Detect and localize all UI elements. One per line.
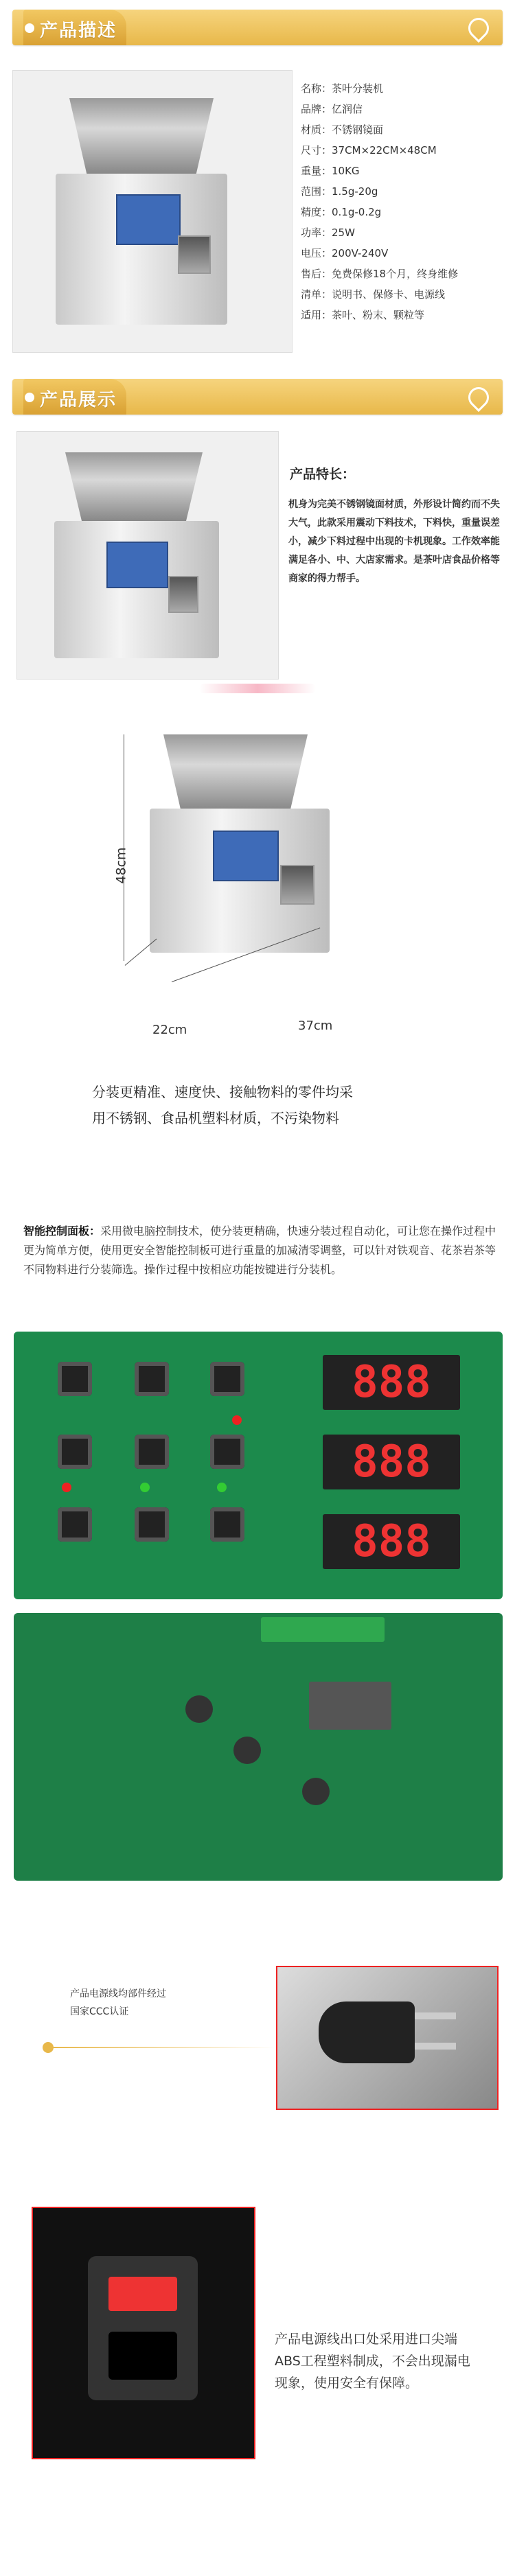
- iec-socket: [108, 2332, 177, 2380]
- width-label: 37cm: [298, 1019, 333, 1033]
- features-text: 机身为完美不锈钢镜面材质，外形设计简约而不失大气，此款采用震动下料技术，下料快，重量误差小，减少下料过程中出现的卡机现象。工作效率能满足各小、中、大店家需求。是茶叶店食品价格等商家的得力帮手。: [288, 499, 500, 584]
- board-button: [210, 1507, 244, 1542]
- spec-item: 范围：1.5g-20g: [301, 185, 378, 198]
- board-button: [210, 1435, 244, 1469]
- capacitor: [302, 1778, 330, 1805]
- product-photo: [12, 70, 293, 353]
- divider-line: [54, 2047, 275, 2048]
- control-panel-description: 智能控制面板：采用微电脑控制技术，使分装更精确，快速分装过程自动化，可让您在操作过程中更为简单方便，使用更安全智能控制板可进行重量的加减清零调整，可以针对铁观音、花茶岩茶等不同物料进行分装筛选。操作过程中按相应功能按键进行分装机。: [23, 1225, 496, 1276]
- spec-item: 品牌：亿润信: [301, 103, 363, 115]
- control-panel-label: 智能控制面板：: [23, 1225, 101, 1238]
- green-led: [217, 1483, 227, 1492]
- socket-text: 产品电源线出口处采用进口尖端ABS工程塑料制成，不会出现漏电现象，使用安全有保障。: [275, 2332, 470, 2391]
- accuracy-text: 分装更精准、速度快、接触物料的零件均采 用不锈钢、食品机塑料材质，不污染物料: [92, 1084, 353, 1126]
- banner-dot-icon: [25, 393, 34, 402]
- capacitor: [233, 1737, 261, 1764]
- heat-sink: [309, 1682, 391, 1730]
- dimension-diagram: [130, 721, 405, 1009]
- spec-item: 电压：200V-240V: [301, 247, 389, 259]
- power-switch: [108, 2277, 177, 2311]
- capacitor: [185, 1695, 213, 1723]
- spec-item: 售后：免费保修18个月，终身维修: [301, 268, 459, 280]
- product-photo: [16, 431, 279, 680]
- section-banner-showcase: [12, 379, 503, 415]
- height-label: 48cm: [113, 847, 129, 884]
- section-title: 产品展示: [40, 390, 117, 410]
- section-banner-description: [12, 10, 503, 45]
- board-button: [58, 1435, 92, 1469]
- green-led: [140, 1483, 150, 1492]
- power-board: [14, 1613, 503, 1881]
- leaf-icon: [464, 383, 493, 412]
- seven-segment-display: 888: [323, 1355, 460, 1410]
- spec-item: 精度：0.1g-0.2g: [301, 206, 382, 218]
- spec-item: 清单：说明书、保修卡、电源线: [301, 288, 446, 301]
- board-button: [135, 1435, 169, 1469]
- board-button: [58, 1507, 92, 1542]
- section-title: 产品描述: [40, 21, 117, 41]
- board-button: [210, 1362, 244, 1396]
- red-led: [232, 1415, 242, 1425]
- spec-item: 尺寸：37CM×22CM×48CM: [301, 144, 437, 156]
- spec-item: 材质：不锈钢镜面: [301, 124, 384, 136]
- banner-dot-icon: [25, 23, 34, 33]
- seven-segment-display: 888: [323, 1514, 460, 1569]
- divider-ribbon: [199, 684, 316, 693]
- spec-item: 名称：茶叶分装机: [301, 82, 384, 95]
- cert-text: 产品电源线均部件经过 国家CCC认证: [70, 1988, 166, 2017]
- features-title: 产品特长：: [290, 467, 356, 482]
- control-board: [14, 1332, 503, 1599]
- board-button: [135, 1507, 169, 1542]
- spec-item: 适用：茶叶、粉末、颗粒等: [301, 309, 425, 321]
- power-socket-photo: [32, 2207, 255, 2459]
- spec-item: 功率：25W: [301, 227, 355, 239]
- seven-segment-display: 888: [323, 1435, 460, 1489]
- power-plug-photo: [276, 1966, 499, 2110]
- red-led: [62, 1483, 71, 1492]
- bullet-dot-icon: [43, 2042, 54, 2053]
- spec-list: [301, 78, 507, 325]
- terminal-block: [261, 1617, 385, 1642]
- leaf-icon: [464, 14, 493, 43]
- board-button: [58, 1362, 92, 1396]
- board-button: [135, 1362, 169, 1396]
- depth-label: 22cm: [152, 1023, 187, 1037]
- spec-item: 重量：10KG: [301, 165, 360, 177]
